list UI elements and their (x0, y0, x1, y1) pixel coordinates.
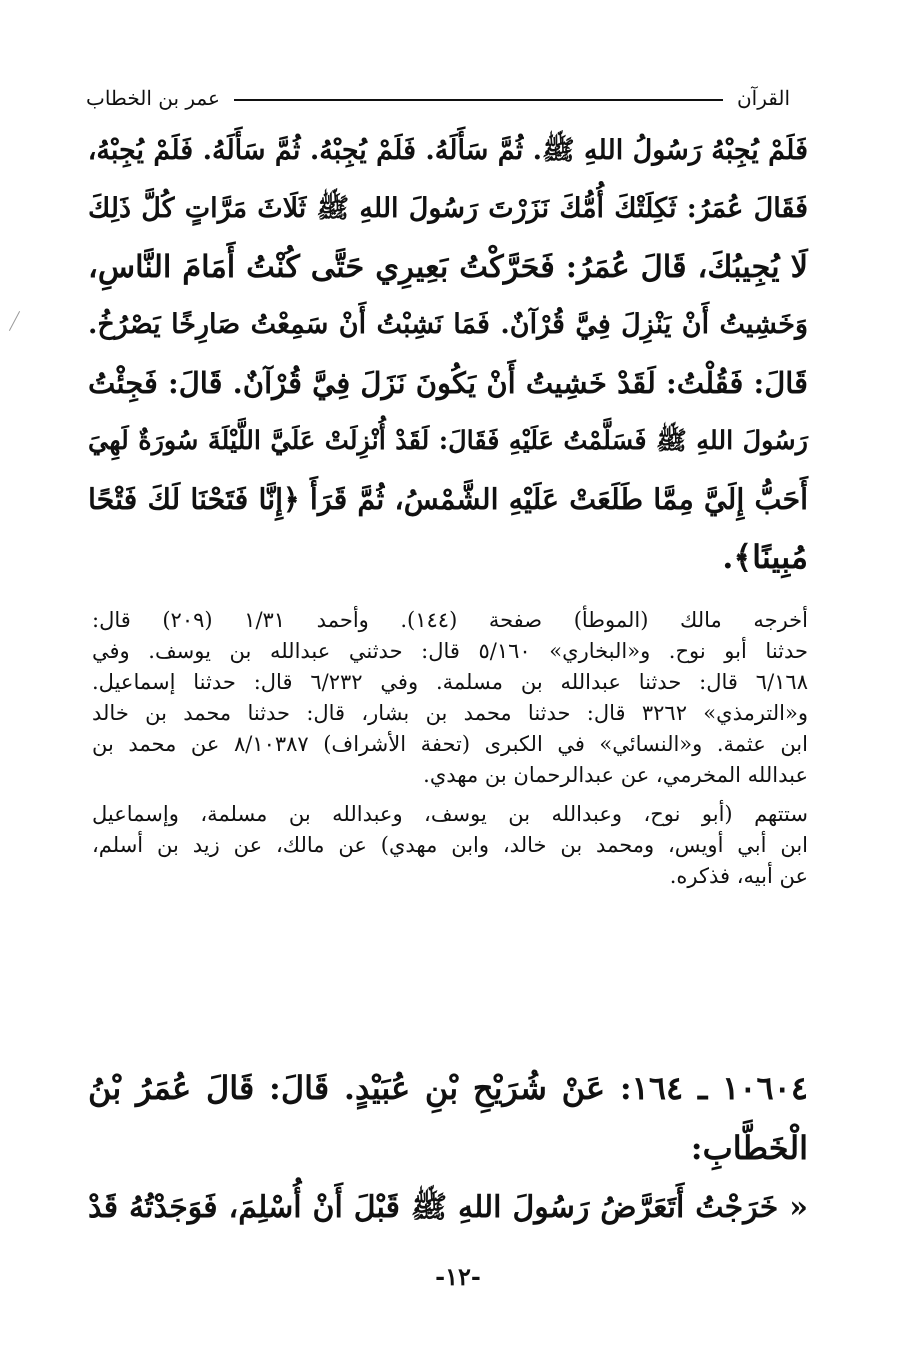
page-number: -١٢- (435, 1262, 481, 1291)
hadith-heading-line: ١٠٦٠٤ ـ ١٦٤: عَنْ شُرَيْحِ بْنِ عُبَيْدٍ. قَالَ: قَالَ عُمَرُ بْنُ (88, 1069, 809, 1107)
next-hadith (88, 1058, 808, 1238)
takhrij-line: ابن عثمة. و«النسائي» في الكبرى (تحفة الأشراف) ٨/١٠٣٨٧ عن محمد بن (92, 732, 808, 756)
margin-mark (9, 311, 20, 331)
hadith-line: أَحَبُّ إِلَيَّ مِمَّا طَلَعَتْ عَلَيْهِ الشَّمْسُ، ثُمَّ قَرَأَ ﴿إِنَّا فَتَحْنَا لَكَ فَتْحًا (88, 482, 808, 516)
header-rule (234, 99, 723, 101)
takhrij-line: عبدالله المخرمي، عن عبدالرحمان بن مهدي. (423, 763, 808, 787)
hadith-text (88, 122, 808, 586)
takhrij-line: ٦/١٦٨ قال: حدثنا عبدالله بن مسلمة. وفي ٦/٢٣٢ قال: حدثنا إسماعيل. (92, 670, 808, 694)
hadith-line: فَلَمْ يُجِبْهُ رَسُولُ اللهِ ﷺ. ثُمَّ سَأَلَهُ. فَلَمْ يُجِبْهُ. ثُمَّ سَأَلَهُ. فَلَمْ يُجِبْهُ، (87, 135, 808, 166)
hadith-line: قَالَ: فَقُلْتُ: لَقَدْ خَشِيتُ أَنْ يَكُونَ نَزَلَ فِيَّ قُرْآنٌ. قَالَ: فَجِئْتُ (88, 366, 808, 400)
header-left-title: عمر بن الخطاب (86, 86, 220, 110)
takhrij-line: حدثنا أبو نوح. و«البخاري» ٥/١٦٠ قال: حدثني عبدالله بن يوسف. وفي (92, 639, 808, 663)
takhrij-line: عن أبيه، فذكره. (669, 864, 808, 888)
hadith-heading-line: الْخَطَّابِ: (690, 1129, 808, 1167)
takhrij-paragraph (92, 799, 808, 892)
takhrij-line: و«الترمذي» ٣٢٦٢ قال: حدثنا محمد بن بشار، قال: حدثنا محمد بن خالد (92, 701, 808, 725)
running-header (86, 84, 790, 112)
hadith-line: رَسُولَ اللهِ ﷺ فَسَلَّمْتُ عَلَيْهِ فَقَالَ: لَقَدْ أُنْزِلَتْ عَلَيَّ اللَّيْلَةَ سُورَةٌ لَهِيَ (88, 426, 808, 456)
hadith-line: مُبِينًا﴾. (722, 538, 808, 576)
header-right-title: القرآن (736, 86, 790, 110)
takhrij-line: أخرجه مالك (الموطأ) صفحة (١٤٤). وأحمد ١/٣١ (٢٠٩) قال: (92, 608, 808, 632)
takhrij-notes (92, 605, 808, 892)
takhrij-paragraph (92, 605, 808, 791)
hadith-line: فَقَالَ عُمَرُ: ثَكِلَتْكَ أُمُّكَ نَزَرْتَ رَسُولَ اللهِ ﷺ ثَلَاثَ مَرَّاتٍ كُلَّ ذَلِكَ (88, 193, 808, 224)
takhrij-line: ستتهم (أبو نوح، وعبدالله بن يوسف، وعبدالله بن مسلمة، وإسماعيل (92, 802, 808, 826)
hadith-line: « خَرَجْتُ أَتَعَرَّضُ رَسُولَ اللهِ ﷺ قَبْلَ أَنْ أُسْلِمَ، فَوَجَدْتُهُ قَدْ (88, 1190, 808, 1225)
takhrij-line: ابن أبي أويس، ومحمد بن خالد، وابن مهدي) عن مالك، عن زيد بن أسلم، (92, 833, 808, 857)
hadith-line: لَا يُجِيبُكَ، قَالَ عُمَرُ: فَحَرَّكْتُ بَعِيرِي حَتَّى كُنْتُ أَمَامَ النَّاسِ، (88, 249, 808, 285)
hadith-line: وَخَشِيتُ أَنْ يَنْزِلَ فِيَّ قُرْآنٌ. فَمَا نَشِبْتُ أَنْ سَمِعْتُ صَارِخًا يَصْرُخُ. (88, 309, 808, 340)
